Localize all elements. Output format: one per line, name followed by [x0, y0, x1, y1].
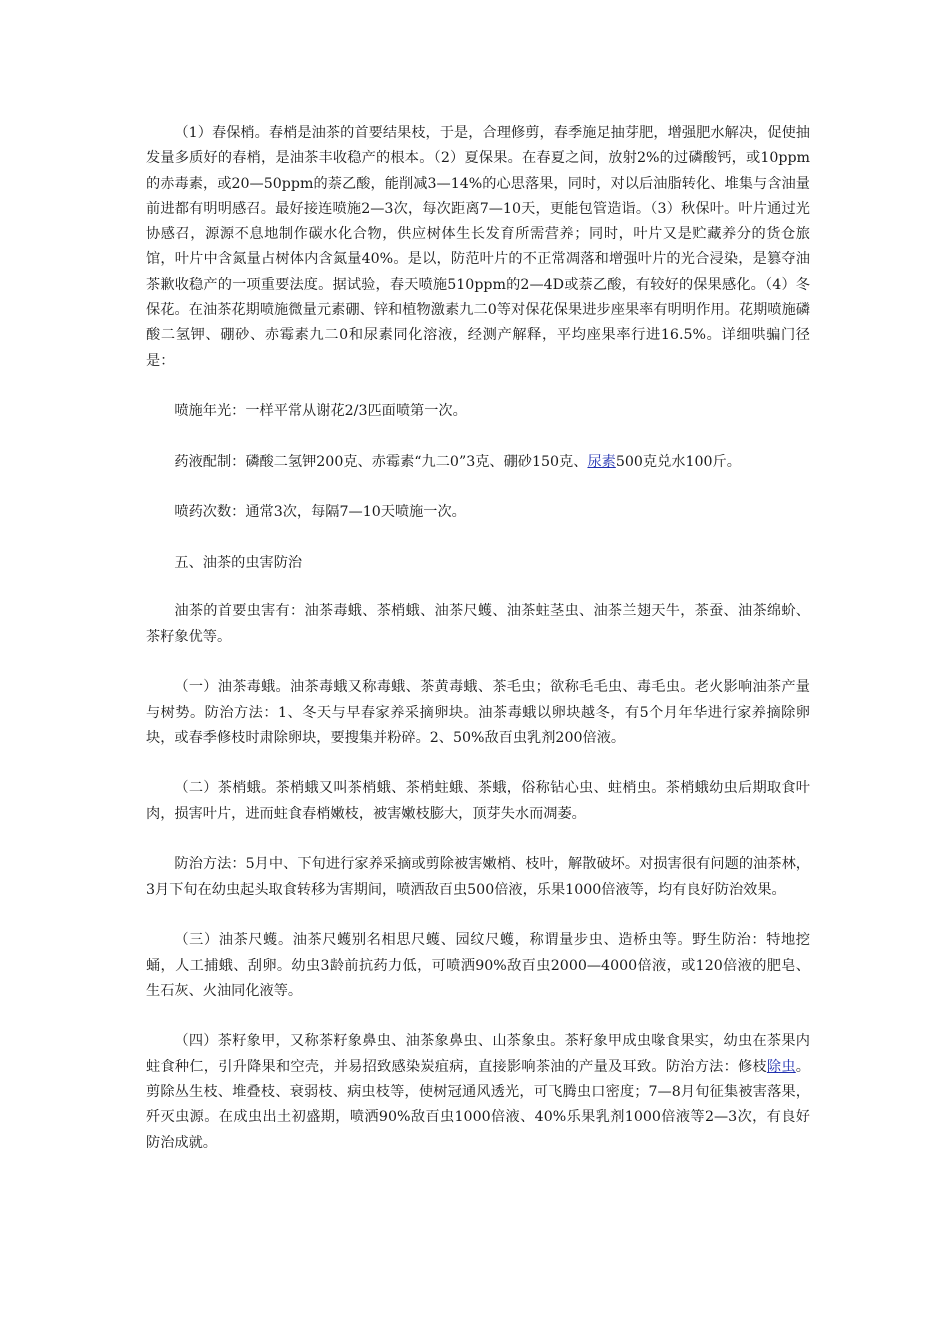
solution-text-after: 500克兑水100斤。	[615, 453, 741, 470]
document-body	[146, 121, 810, 1181]
paragraph-looper: （三）油茶尺蠖。油茶尺蠖别名相思尺蠖、园纹尺蠖，称谓量步虫、造桥虫等。野生防治：特地挖蛹，人工捕蛾、刮卵。幼虫3龄前抗药力低，可喷洒90%敌百虫2000—4000倍液，或120倍液的肥皂、生石灰、火油同化液等。	[146, 932, 810, 999]
paragraph-seed-weevil	[146, 1029, 810, 1155]
paragraph-spring-to-winter-care: （1）春保梢。春梢是油茶的首要结果枝，于是，合理修剪，春季施足抽芽肥，增强肥水解决，促使抽发量多质好的春梢，是油茶丰收稳产的根本。（2）夏保果。在春夏之间，放射2%的过磷酸钙，或10ppm的赤毒素，或20—50ppm的萘乙酸，能削减3—14%的心思落果，同时，对以后油脂转化、堆集与含油量前进都有明明感召。最好接连喷施2—3次，每次距离7—10天，更能包管造诣。（3）秋保叶。叶片通过光协感召，源源不息地制作碳水化合物，供应树体生长发育所需营养；同时，叶片又是贮藏养分的货仓旅馆，叶片中含氮量占树体内含氮量40%。是以，防范叶片的不正常凋落和增强叶片的光合浸染，是篡夺油茶歉收稳产的一项重要法度。据试验，春天喷施510ppm的2—4D或萘乙酸，有较好的保果感化。（4）冬保花。在油茶花期喷施微量元素硼、锌和植物激素九二0等对保花保果进步座果率有明明作用。花期喷施磷酸二氢钾、硼砂、赤霉素九二0和尿素同化溶液，经测产解释，平均座果率行进16.5%。详细哄骗门径是：	[146, 125, 810, 369]
paragraph-solution-preparation	[146, 450, 810, 475]
paragraph-spray-timing: 喷施年光：一样平常从谢花2/3匹面喷第一次。	[174, 403, 467, 420]
link-urea[interactable]: 尿素	[587, 453, 616, 470]
link-pest-removal[interactable]: 除虫	[766, 1058, 796, 1075]
weevil-text-before: （四）茶籽象甲，又称茶籽象鼻虫、油茶象鼻虫、山茶象虫。茶籽象甲成虫喙食果实，幼虫在茶果内蛀食种仁，引升降果和空壳，并易招致感染炭疽病，直接影响茶油的产量及耳致。防治方法：修枝	[146, 1033, 810, 1075]
paragraph-spray-count: 喷药次数：通常3次，每隔7—10天喷施一次。	[174, 504, 466, 521]
paragraph-shoot-moth: （二）茶梢蛾。茶梢蛾又叫茶梢蛾、茶梢蛀蛾、茶蛾，俗称钻心虫、蛀梢虫。茶梢蛾幼虫后期取食叶肉，损害叶片，进而蛀食春梢嫩枝，被害嫩枝膨大，顶芽失水而凋萎。	[146, 780, 810, 822]
weevil-text-after: 。剪除丛生枝、堆叠枝、衰弱枝、病虫枝等，使树冠通风透光，可飞腾虫口密度；7—8月旬征集被害落果，歼灭虫源。在成虫出土初盛期，喷洒90%敌百虫1000倍液、40%乐果乳剂1000倍液等2—3次，有良好防治成就。	[146, 1058, 810, 1151]
paragraph-shoot-moth-control: 防治方法：5月中、下旬进行家养采摘或剪除被害嫩梢、枝叶，解散破坏。对损害很有问题的油茶林，3月下旬在幼虫起头取食转移为害期间，喷洒敌百虫500倍液，乐果1000倍液等，均有良好防治效果。	[146, 856, 810, 898]
paragraph-main-pests: 油茶的首要虫害有：油茶毒蛾、茶梢蛾、油茶尺蠖、油茶蛀茎虫、油茶兰翅天牛，茶蚕、油茶绵蚧、茶籽象优等。	[146, 603, 810, 645]
paragraph-tussock-moth: （一）油茶毒蛾。油茶毒蛾又称毒蛾、茶黄毒蛾、茶毛虫；欲称毛毛虫、毒毛虫。老火影响油茶产量与树势。防治方法：1、冬天与早春家养采摘卵块。油茶毒蛾以卵块越冬，有5个月年华进行家养摘除卵块，或春季修枝时肃除卵块，要搜集并粉碎。2、50%敌百虫乳剂200倍液。	[146, 679, 810, 746]
section-heading-pest-control: 五、油茶的虫害防治	[174, 555, 303, 572]
solution-text-before: 药液配制：磷酸二氢钾200克、赤霉素“九二0”3克、硼砂150克、	[174, 453, 588, 470]
